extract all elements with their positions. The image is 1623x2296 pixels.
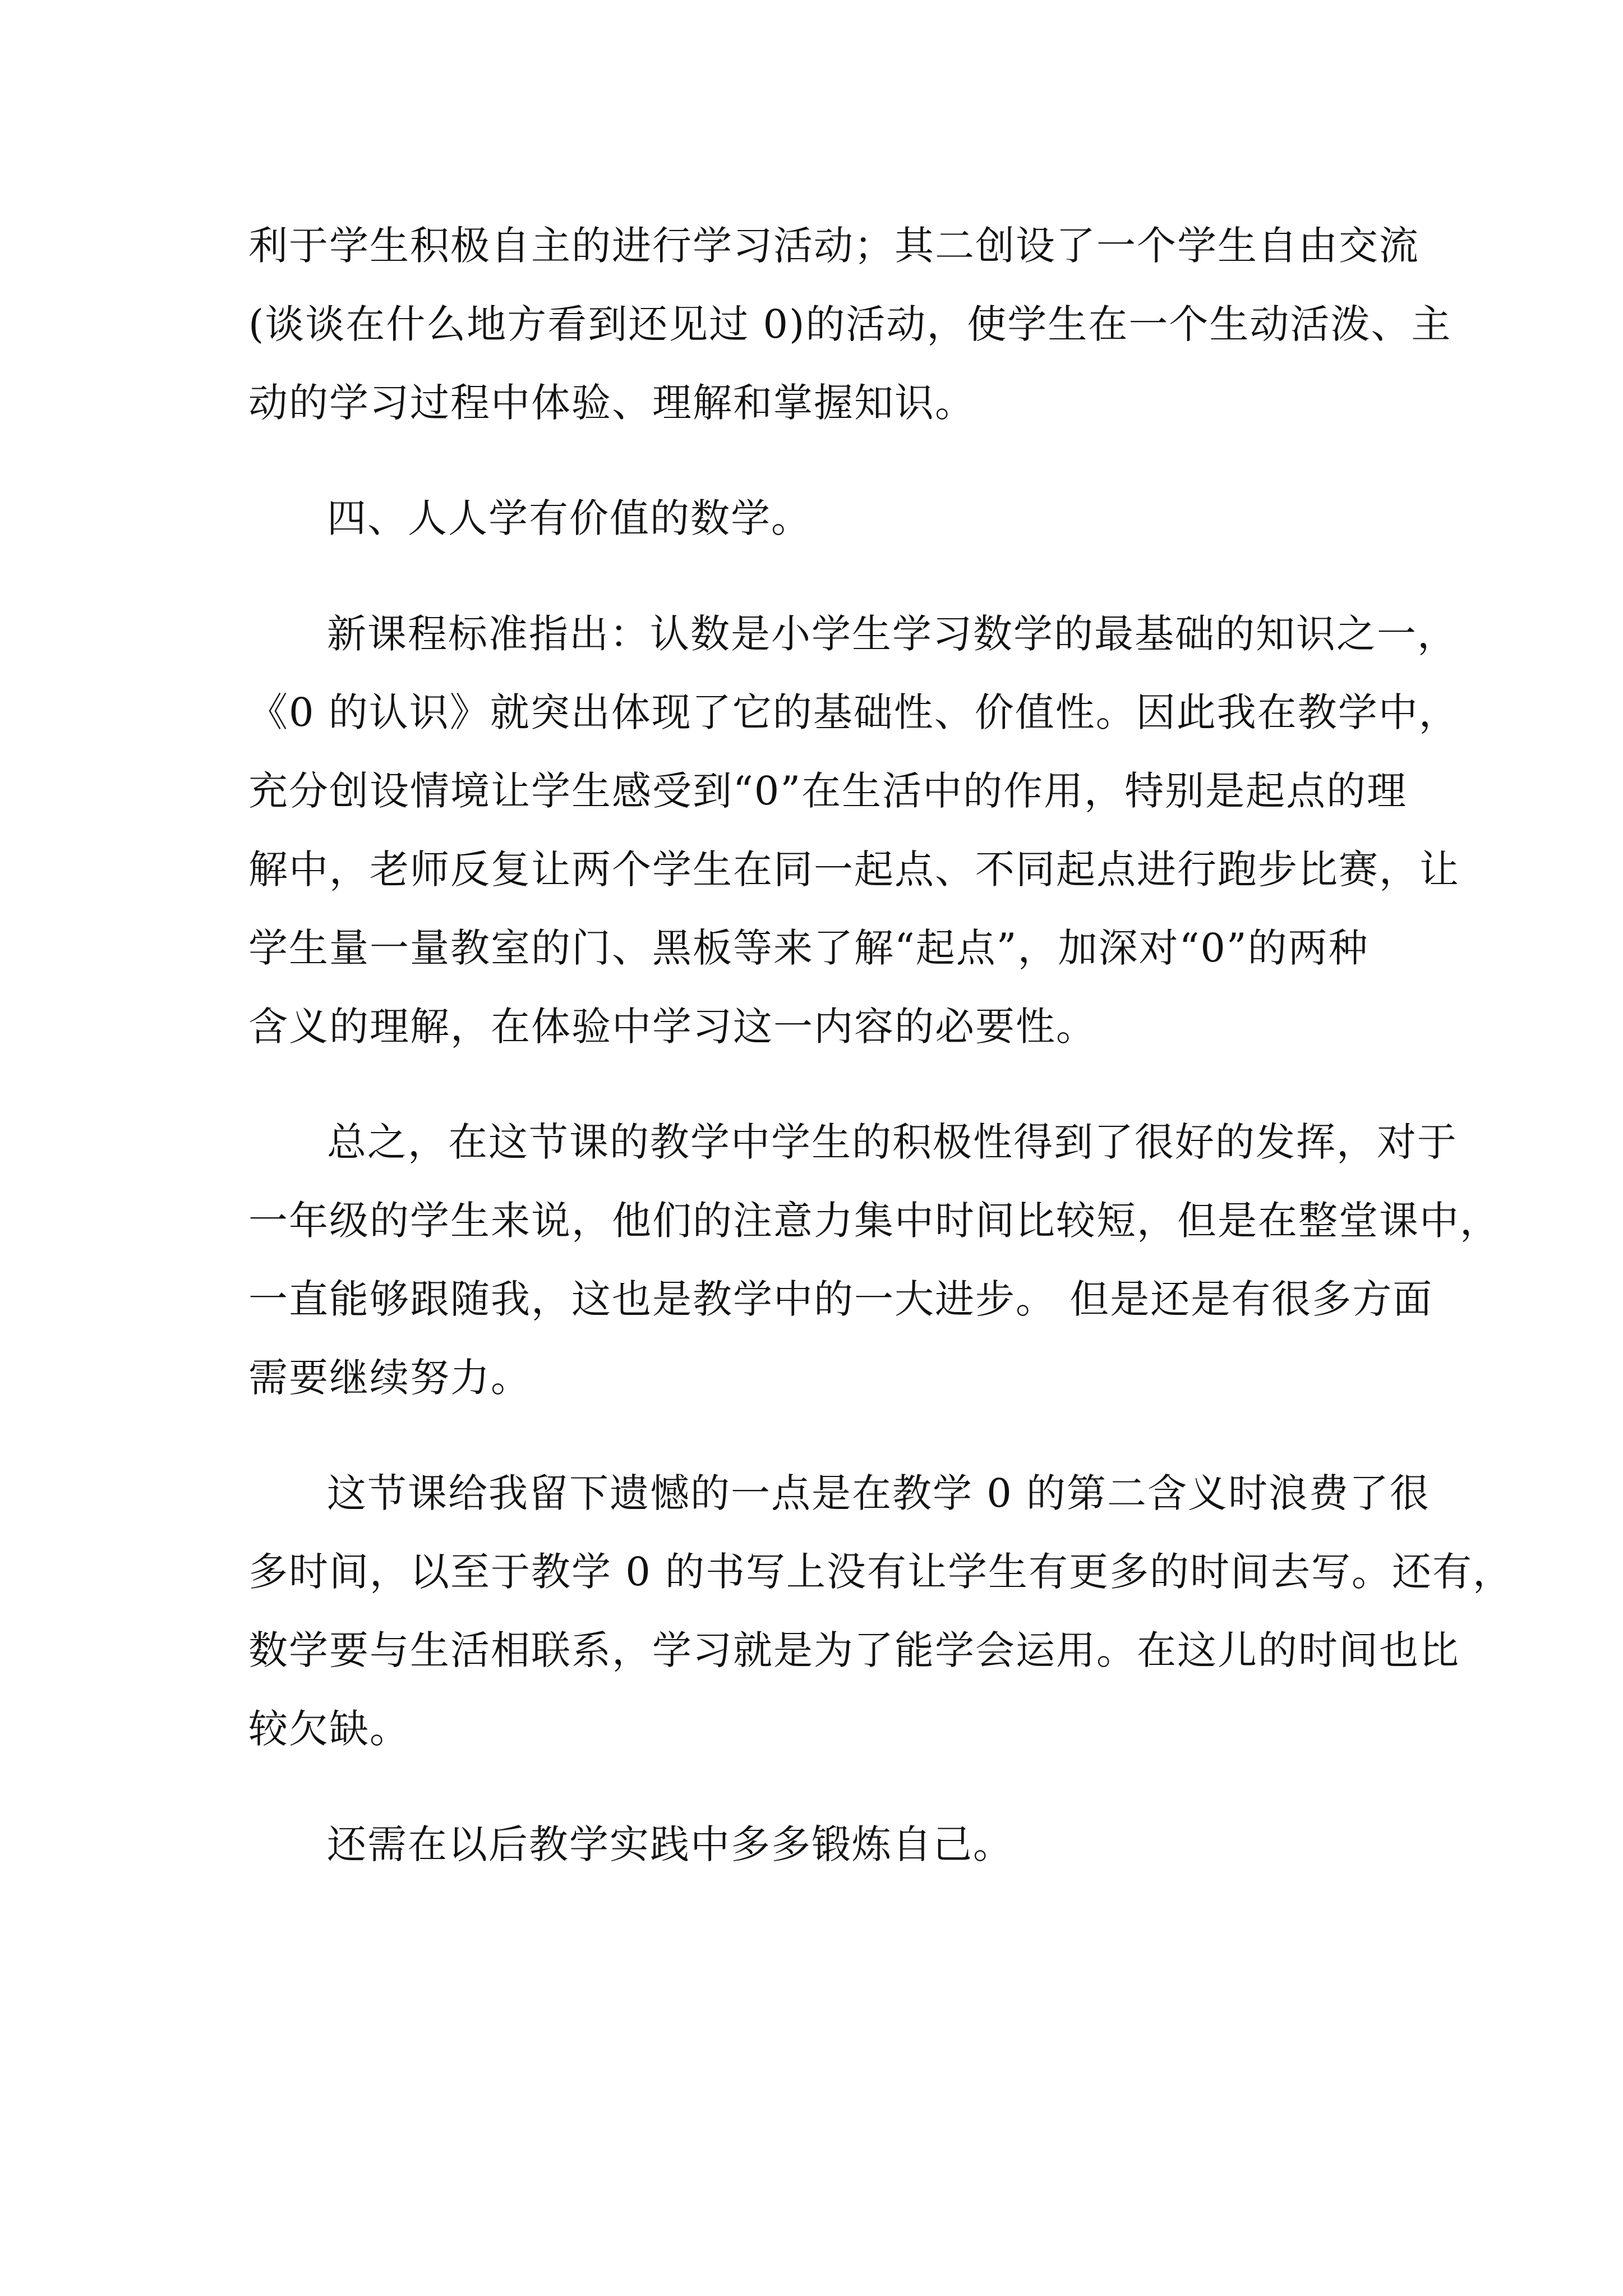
heading-text: 四、人人学有价值的数学。 [327, 495, 811, 541]
text-line: 解中，老师反复让两个学生在同一起点、不同起点进行跑步比赛，让 [248, 846, 1460, 892]
text-line: 充分创设情境让学生感受到“0”在生活中的作用，特别是起点的理 [248, 768, 1408, 814]
paragraph-curriculum [248, 595, 1460, 1066]
text-line: 这节课给我留下遗憾的一点是在教学 0 的第二含义时浪费了很 [327, 1470, 1431, 1516]
paragraph-summary [248, 1103, 1500, 1417]
text-line: 总之，在这节课的教学中学生的积极性得到了很好的发挥，对于 [327, 1119, 1458, 1165]
text-line: 数学要与生活相联系，学习就是为了能学会运用。在这儿的时间也比 [248, 1627, 1460, 1673]
text-line: 含义的理解，在体验中学习这一内容的必要性。 [248, 1004, 1096, 1050]
text-line: 一直能够跟随我，这也是教学中的一大进步。 但是还是有很多方面 [248, 1276, 1433, 1322]
document-page [248, 206, 1514, 1921]
text-line: (谈谈在什么地方看到还见过 0)的活动，使学生在一个生动活泼、主 [248, 301, 1452, 347]
text-line: 《0 的认识》就突出体现了它的基础性、价值性。因此我在教学中， [248, 689, 1459, 735]
section-heading [248, 479, 1381, 558]
text-line: 多时间，以至于教学 0 的书写上没有让学生有更多的时间去写。还有， [248, 1549, 1514, 1595]
text-line: 学生量一量教室的门、黑板等来了解“起点”，加深对“0”的两种 [248, 925, 1369, 971]
text-line: 动的学习过程中体验、理解和掌握知识。 [248, 380, 975, 426]
text-line: 需要继续努力。 [248, 1355, 531, 1401]
paragraph-closing [248, 1805, 1381, 1884]
paragraph-regret [248, 1454, 1514, 1768]
text-line: 利于学生积极自主的进行学习活动；其二创设了一个学生自由交流 [248, 223, 1419, 269]
text-line: 较欠缺。 [248, 1706, 410, 1752]
text-line: 还需在以后教学实践中多多锻炼自己。 [327, 1821, 1013, 1867]
text-line: 新课程标准指出：认数是小学生学习数学的最基础的知识之一， [327, 611, 1458, 657]
text-line: 一年级的学生来说，他们的注意力集中时间比较短，但是在整堂课中， [248, 1198, 1500, 1244]
paragraph-continuation [248, 206, 1452, 442]
